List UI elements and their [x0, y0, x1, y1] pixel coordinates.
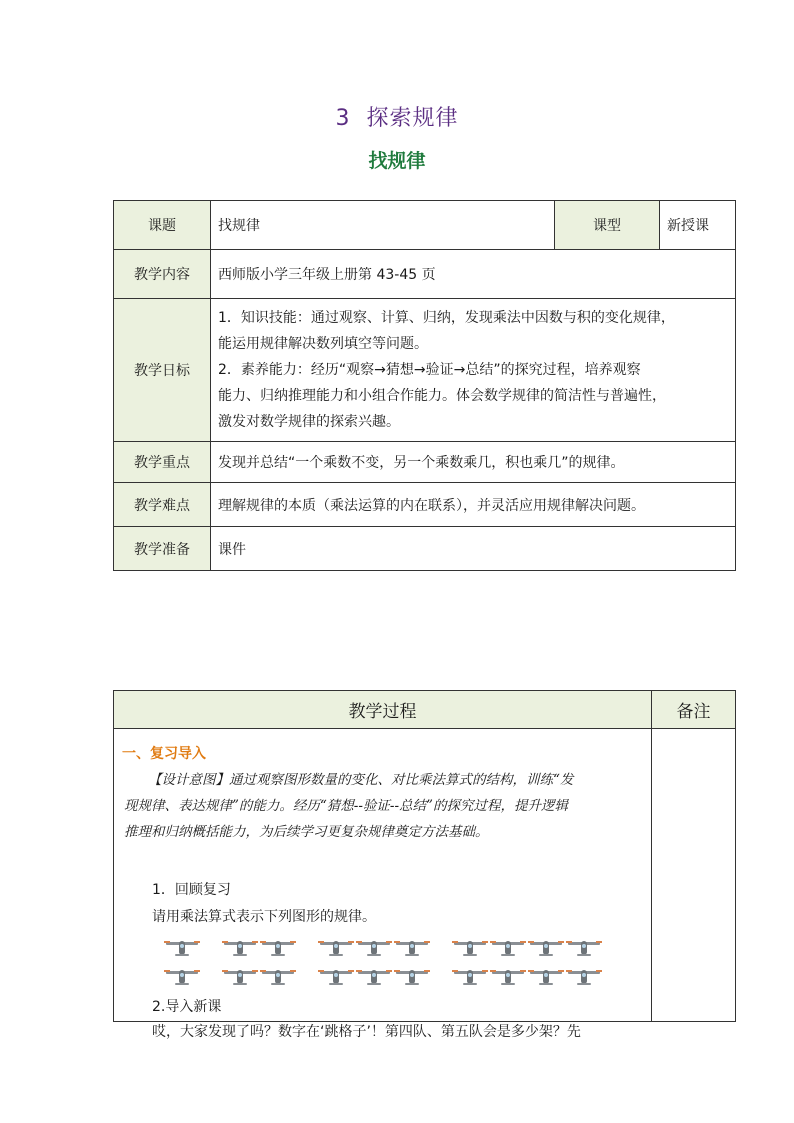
- step-introduce-text: 哎，大家发现了吗？数字在‘跳格子’！第四队、第五队会是多少架？先: [152, 1024, 581, 1040]
- objectives-label: 教学日标: [114, 299, 211, 442]
- airplane-icon: [260, 939, 296, 959]
- airplane-icon: [164, 939, 200, 959]
- step-introduce: 2.导入新课: [152, 999, 222, 1015]
- step-review: 1．回顾复习: [152, 882, 231, 898]
- airplane-icon: [318, 939, 354, 959]
- airplane-icon: [356, 968, 392, 988]
- airplane-icon: [222, 939, 258, 959]
- airplane-icon: [566, 968, 602, 988]
- airplane-icon: [318, 968, 354, 988]
- unit-title: [0, 101, 794, 132]
- topic-label: 课题: [114, 201, 211, 250]
- key-point-label: 教学重点: [114, 442, 211, 483]
- type-label: 课型: [555, 201, 660, 250]
- teaching-process-table: [113, 690, 736, 1040]
- objective-line: 能力、归纳推理能力和小组合作能力。体会数学规律的简洁性与普遍性，: [218, 388, 666, 404]
- objectives-value: [211, 299, 736, 442]
- process-header: 教学过程: [114, 691, 652, 729]
- airplane-icon: [490, 968, 526, 988]
- lesson-info-table: [113, 200, 736, 571]
- notes-header: 备注: [652, 691, 736, 729]
- lesson-title: 找规律: [368, 150, 426, 172]
- section-review-intro-title: 一、复习导入: [122, 746, 206, 762]
- objective-line: 激发对数学规律的探索兴趣。: [218, 414, 400, 430]
- content-value: 西师版小学三年级上册第 43-45 页: [211, 250, 736, 299]
- airplane-icon: [260, 968, 296, 988]
- airplane-icon: [566, 939, 602, 959]
- design-line: 推理和归纳概括能力，为后续学习更复杂规律奠定方法基础。: [124, 824, 489, 840]
- lesson-number: 3: [335, 106, 351, 131]
- type-value: 新授课: [660, 201, 736, 250]
- airplane-icon: [394, 968, 430, 988]
- difficulty-label: 教学难点: [114, 483, 211, 527]
- airplane-icon: [528, 968, 564, 988]
- preparation-label: 教学准备: [114, 527, 211, 571]
- difficulty-value: 理解规律的本质（乘法运算的内在联系），并灵活应用规律解决问题。: [211, 483, 736, 527]
- preparation-value: 课件: [211, 527, 736, 571]
- airplane-icon: [222, 968, 258, 988]
- notes-cell: [652, 729, 736, 1022]
- airplane-icon: [528, 939, 564, 959]
- airplane-icon: [452, 968, 488, 988]
- objective-line: 1．知识技能：通过观察、计算、归纳，发现乘法中因数与积的变化规律，: [218, 310, 675, 326]
- airplane-icon: [394, 939, 430, 959]
- process-content: [114, 729, 652, 1040]
- step-review-prompt: 请用乘法算式表示下列图形的规律。: [152, 909, 376, 925]
- topic-value: 找规律: [211, 201, 555, 250]
- airplane-icon: [164, 968, 200, 988]
- objective-line: 能运用规律解决数列填空等问题。: [218, 336, 428, 352]
- unit-title-text: 探索规律: [366, 106, 459, 131]
- design-line: 【设计意图】通过观察图形数量的变化、对比乘法算式的结构，训练“发: [148, 772, 574, 788]
- key-point-value: 发现并总结“一个乘数不变，另一个乘数乘几，积也乘几”的规律。: [211, 442, 736, 483]
- airplane-icon: [490, 939, 526, 959]
- airplane-icon: [452, 939, 488, 959]
- airplane-icon: [356, 939, 392, 959]
- design-line: 现规律、表达规律”的能力。经历“猜想--验证--总结”的探究过程，提升逻辑: [124, 798, 568, 814]
- content-label: 教学内容: [114, 250, 211, 299]
- objective-line: 2．素养能力：经历“观察→猜想→验证→总结”的探究过程，培养观察: [218, 362, 641, 378]
- design-intent: [124, 767, 642, 845]
